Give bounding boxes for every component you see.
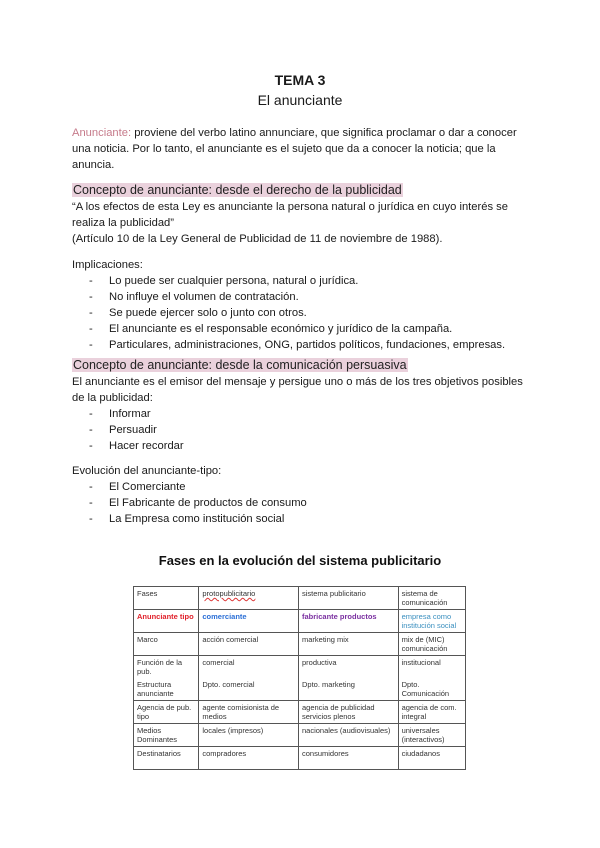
table-cell — [199, 587, 299, 610]
section1-quote: “A los efectos de esta Ley es anunciante la persona natural o jurídica en cuyo interés se realiza la publicidad” — [72, 201, 508, 229]
list-item: - Se puede ejercer solo o junto con otros. — [72, 305, 532, 321]
table-row — [134, 633, 466, 656]
cell-text: Dpto. Comunicación — [401, 680, 450, 698]
table-cell: fabricante productos — [298, 610, 398, 633]
table-cell: marketing mix — [298, 633, 398, 656]
table-cell: Destinatarios — [134, 747, 199, 770]
table-cell: ciudadanos — [398, 747, 465, 770]
table-cell: mix de (MIC) comunicación — [398, 633, 465, 656]
table-row — [134, 656, 466, 701]
table-cell: empresa como institución social — [398, 610, 465, 633]
table-row — [134, 747, 466, 770]
table-row — [134, 610, 466, 633]
section2-text: El anunciante es el emisor del mensaje y persigue uno o más de los tres objetivos posibles de la publicidad: — [72, 376, 523, 404]
table-row — [134, 724, 466, 747]
list-item: - Particulares, administraciones, ONG, partidos políticos, fundaciones, empresas. — [72, 337, 532, 353]
intro-text: proviene del verbo latino annunciare, que significa proclamar o dar a conocer una noticia. Por lo tanto, el anunciante es el sujeto que da a conocer la noticia; que la anuncia. — [72, 127, 517, 171]
table-cell: Agencia de pub. tipo — [134, 701, 199, 724]
table-cell: Fases — [134, 587, 199, 610]
list-item: - No influye el volumen de contratación. — [72, 289, 532, 305]
cell-text: comercial — [202, 658, 235, 667]
cell-text: institucional — [401, 658, 441, 667]
table-cell: Medios Dominantes — [134, 724, 199, 747]
cell-text: Función de la pub. — [137, 658, 183, 676]
section-comunicacion — [72, 357, 532, 454]
intro-paragraph — [72, 125, 532, 173]
table-cell: nacionales (audiovisuales) — [298, 724, 398, 747]
figure-title: Fases en la evolución del sistema publicitario — [158, 553, 442, 568]
section1-heading: Concepto de anunciante: desde el derecho de la publicidad — [73, 183, 402, 197]
evolution-list — [72, 479, 532, 527]
cell-text: Dpto. comercial — [202, 680, 255, 689]
evolution — [72, 463, 532, 527]
table-cell: sistema de comunicación — [398, 587, 465, 610]
doc-subtitle: El anunciante — [257, 92, 343, 108]
table-cell: locales (impresos) — [199, 724, 299, 747]
cell-text: Estructura anunciante — [137, 680, 174, 698]
list-item: - El Comerciante — [72, 479, 532, 495]
list-item: - El Fabricante de productos de consumo — [72, 495, 532, 511]
table-cell — [199, 656, 299, 701]
list-item: - Informar — [72, 406, 532, 422]
section2-heading: Concepto de anunciante: desde la comunicación persuasiva — [73, 358, 407, 372]
implications-list — [72, 273, 532, 353]
table-cell: Marco — [134, 633, 199, 656]
intro-term: Anunciante: — [72, 127, 132, 139]
list-item: - Hacer recordar — [72, 438, 532, 454]
cell-text: protopublicitario — [202, 589, 256, 598]
list-item: - Lo puede ser cualquier persona, natural o jurídica. — [72, 273, 532, 289]
list-item: - Persuadir — [72, 422, 532, 438]
list-item: - La Empresa como institución social — [72, 511, 532, 527]
table-cell: comerciante — [199, 610, 299, 633]
doc-title: TEMA 3 — [274, 72, 326, 88]
table-row — [134, 587, 466, 610]
table-cell — [398, 656, 465, 701]
section1-source: (Artículo 10 de la Ley General de Publicidad de 11 de noviembre de 1988). — [72, 233, 443, 245]
table-cell: acción comercial — [199, 633, 299, 656]
table-cell: compradores — [199, 747, 299, 770]
evolution-label: Evolución del anunciante-tipo: — [72, 465, 222, 477]
cell-text: Dpto. marketing — [301, 680, 355, 689]
table-cell — [134, 656, 199, 701]
table-cell: Anunciante tipo — [134, 610, 199, 633]
section-derecho — [72, 182, 532, 247]
table-cell: agencia de publicidad servicios plenos — [298, 701, 398, 724]
cell-text: productiva — [301, 658, 337, 667]
table-cell: agencia de com. integral — [398, 701, 465, 724]
table-cell: consumidores — [298, 747, 398, 770]
table-cell — [298, 656, 398, 701]
table-cell: sistema publicitario — [298, 587, 398, 610]
table-row — [134, 701, 466, 724]
table-cell: agente comisionista de medios — [199, 701, 299, 724]
implications-label: Implicaciones: — [72, 259, 143, 271]
objectives-list — [72, 406, 532, 454]
table-cell: universales (interactivos) — [398, 724, 465, 747]
list-item: - El anunciante es el responsable económico y jurídico de la campaña. — [72, 321, 532, 337]
phases-table — [133, 586, 466, 770]
implications — [72, 257, 532, 353]
